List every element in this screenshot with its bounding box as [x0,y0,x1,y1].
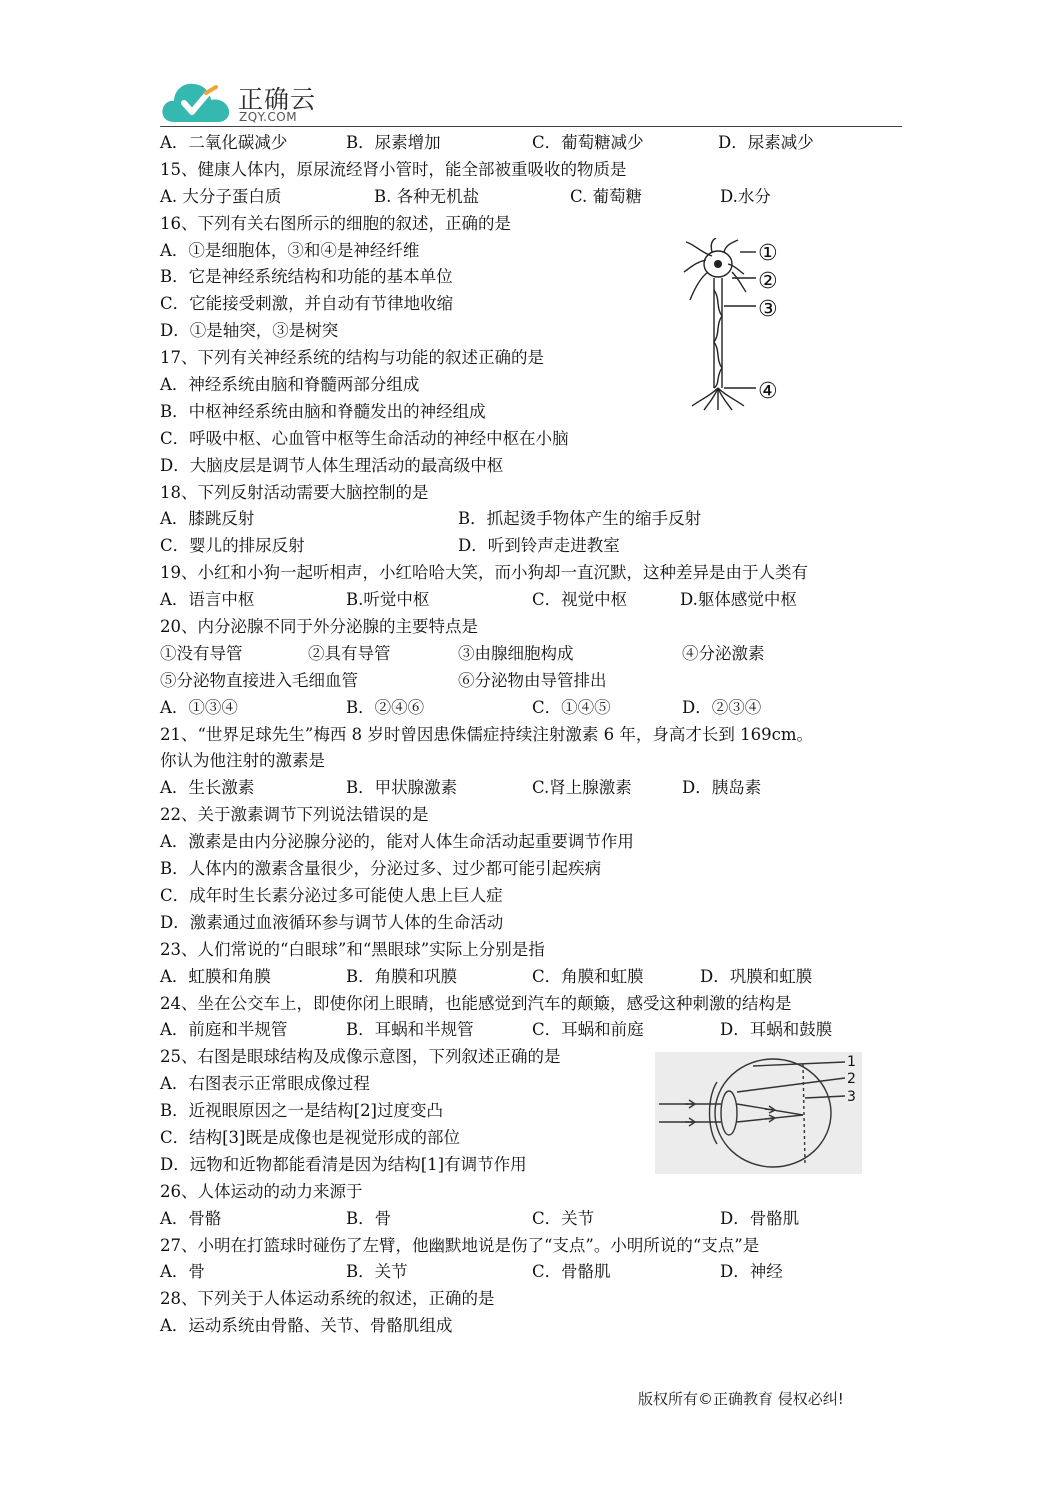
text-line-q21-2 [160,748,902,775]
option-q21-opts-3: D．胰岛素 [682,778,762,798]
option-q14-opts-2: C．葡萄糖减少 [532,133,644,152]
text-line-q22-d [160,910,902,937]
option-q24-opts-0: A．前庭和半规管 [160,1020,288,1040]
text-line-q21-opts [160,775,902,802]
option-q20-opts-3: D．②③④ [682,697,762,717]
text-q16: 16、下列有关右图所示的细胞的叙述，正确的是 [160,213,511,233]
option-q14-opts-3: D．尿素减少 [718,133,814,152]
text-q25-a: A．右图表示正常眼成像过程 [160,1074,370,1094]
text-line-q21 [160,722,902,749]
header-divider [160,126,902,127]
text-line-q14-opts [160,130,902,157]
text-line-q22 [160,802,902,829]
text-line-q28-a [160,1313,902,1340]
text-line-q15 [160,157,902,184]
text-q22-c: C．成年时生长素分泌过多可能使人患上巨人症 [160,885,503,905]
text-q28: 28、下列关于人体运动系统的叙述，正确的是 [160,1289,495,1309]
text-q20: 20、内分泌腺不同于外分泌腺的主要特点是 [160,617,478,637]
option-q21-opts-2: C.肾上腺激素 [532,778,632,798]
neuron-label-1: ① [758,241,778,266]
eye-label-2: 2 [847,1071,856,1087]
option-q23-opts-0: A．虹膜和角膜 [160,966,271,986]
option-q27-opts-1: B．关节 [346,1262,408,1282]
text-line-q22-a [160,829,902,856]
text-line-q22-b [160,856,902,883]
option-q18-cd-0: C．婴儿的排尿反射 [160,536,305,556]
option-q20-i2-1: ⑥分泌物由导管排出 [458,670,607,690]
option-q19-opts-0: A．语言中枢 [160,590,255,610]
text-q17-d: D．大脑皮层是调节人体生理活动的最高级中枢 [160,455,504,475]
option-q15-opts-1: B. 各种无机盐 [374,186,480,206]
option-q23-opts-2: C．角膜和虹膜 [532,966,644,986]
option-q15-opts-0: A. 大分子蛋白质 [160,186,282,206]
text-line-q18 [160,480,902,507]
option-q21-opts-1: B．甲状腺激素 [346,778,458,798]
text-q27: 27、小明在打篮球时碰伤了左臂，他幽默地说是伤了“支点”。小明所说的“支点”是 [160,1235,760,1255]
text-q25-d: D．远物和近物都能看清是因为结构[1]有调节作用 [160,1154,527,1174]
option-q27-opts-2: C．骨骼肌 [532,1262,611,1282]
neuron-label-4: ④ [758,379,778,404]
brand-header [160,76,902,128]
option-q24-opts-1: B．耳蜗和半规管 [346,1020,474,1040]
eye-label-3: 3 [847,1089,856,1105]
option-q26-opts-3: D．骨骼肌 [720,1208,800,1228]
text-line-q16 [160,211,902,238]
text-q24: 24、坐在公交车上，即使你闭上眼睛，也能感觉到汽车的颠簸，感受这种刺激的结构是 [160,993,792,1013]
option-q23-opts-1: B．角膜和巩膜 [346,966,458,986]
option-q15-opts-2: C. 葡萄糖 [570,186,643,206]
option-q20-i1-1: ②具有导管 [308,643,391,663]
text-line-q28 [160,1286,902,1313]
text-q16-d: D．①是轴突，③是树突 [160,321,339,341]
text-q22: 22、关于激素调节下列说法错误的是 [160,805,429,825]
text-line-q20-opts [160,695,902,722]
option-q27-opts-0: A．骨 [160,1262,205,1282]
text-line-q23-opts [160,964,902,991]
neuron-figure [680,238,815,413]
option-q20-i1-0: ①没有导管 [160,643,243,663]
option-q26-opts-1: B．骨 [346,1208,392,1228]
text-line-q19 [160,560,902,587]
option-q15-opts-3: D.水分 [720,186,771,206]
text-q26: 26、人体运动的动力来源于 [160,1181,363,1201]
text-q17-a: A．神经系统由脑和脊髓两部分组成 [160,375,420,395]
text-line-q26 [160,1179,902,1206]
text-q21-2: 你认为他注射的激素是 [160,751,325,771]
text-q21: 21、“世界足球先生”梅西 8 岁时曾因患侏儒症持续注射激素 6 年，身高才长到 169cm。 [160,724,813,744]
eye-figure [655,1052,862,1174]
option-q19-opts-1: B.听觉中枢 [346,590,430,610]
text-q22-d: D．激素通过血液循环参与调节人体的生命活动 [160,912,504,932]
eye-label-1: 1 [847,1054,856,1070]
option-q14-opts-0: A．二氧化碳减少 [160,133,288,152]
neuron-label-2: ② [758,269,778,294]
text-line-q24 [160,991,902,1018]
text-q22-a: A．激素是由内分泌腺分泌的，能对人体生命活动起重要调节作用 [160,832,634,852]
text-q17-b: B．中枢神经系统由脑和脊髓发出的神经组成 [160,401,486,421]
option-q21-opts-0: A．生长激素 [160,778,255,798]
text-line-q18-ab [160,506,902,533]
text-line-q15-opts [160,184,902,211]
option-q27-opts-3: D．神经 [720,1262,783,1282]
text-q16-c: C．它能接受刺激，并自动有节律地收缩 [160,294,454,314]
neuron-label-3: ③ [758,297,778,322]
text-line-q27 [160,1233,902,1260]
text-q17: 17、下列有关神经系统的结构与功能的叙述正确的是 [160,348,544,368]
option-q20-opts-0: A．①③④ [160,697,238,717]
brand-name: 正确云 [238,85,317,114]
option-q18-ab-1: B．抓起烫手物体产生的缩手反射 [458,509,702,529]
text-line-q24-opts [160,1017,902,1044]
option-q18-cd-1: D．听到铃声走进教室 [458,536,620,556]
text-line-q17-c [160,426,902,453]
option-q18-ab-0: A．膝跳反射 [160,509,255,529]
text-q18: 18、下列反射活动需要大脑控制的是 [160,482,429,502]
text-line-q20-i1 [160,641,902,668]
text-q16-a: A．①是细胞体，③和④是神经纤维 [160,240,420,260]
option-q20-opts-2: C．①④⑤ [532,697,611,717]
text-q23: 23、人们常说的“白眼球”和“黑眼球”实际上分别是指 [160,939,545,959]
option-q20-i1-3: ④分泌激素 [682,643,765,663]
option-q26-opts-0: A．骨骼 [160,1208,222,1228]
brand-domain: ZQY.COM [239,110,298,124]
text-line-q20 [160,614,902,641]
text-line-q26-opts [160,1206,902,1233]
text-line-q17-d [160,453,902,480]
text-q28-a: A．运动系统由骨骼、关节、骨骼肌组成 [160,1316,453,1336]
option-q19-opts-3: D.躯体感觉中枢 [680,590,797,610]
option-q19-opts-2: C．视觉中枢 [532,590,628,610]
text-q22-b: B．人体内的激素含量很少，分泌过多、过少都可能引起疾病 [160,859,602,879]
text-line-q19-opts [160,587,902,614]
text-q25: 25、右图是眼球结构及成像示意图，下列叙述正确的是 [160,1047,561,1067]
option-q20-i2-0: ⑤分泌物直接进入毛细血管 [160,670,358,690]
text-line-q22-c [160,883,902,910]
text-line-q18-cd [160,533,902,560]
option-q24-opts-3: D．耳蜗和鼓膜 [720,1020,833,1040]
text-line-q27-opts [160,1259,902,1286]
option-q20-opts-1: B．②④⑥ [346,697,425,717]
text-q25-b: B．近视眼原因之一是结构[2]过度变凸 [160,1101,443,1121]
text-q16-b: B．它是神经系统结构和功能的基本单位 [160,267,453,287]
option-q24-opts-2: C．耳蜗和前庭 [532,1020,644,1040]
copyright-footer: 版权所有©正确教育 侵权必纠! [638,1390,844,1408]
text-q19: 19、小红和小狗一起听相声，小红哈哈大笑，而小狗却一直沉默，这种差异是由于人类有 [160,563,808,583]
text-line-q20-i2 [160,668,902,695]
text-line-q23 [160,937,902,964]
text-q15: 15、健康人体内，原尿流经肾小管时，能全部被重吸收的物质是 [160,159,627,179]
text-q17-c: C．呼吸中枢、心血管中枢等生命活动的神经中枢在小脑 [160,428,569,448]
text-q25-c: C．结构[3]既是成像也是视觉形成的部位 [160,1127,460,1147]
option-q23-opts-3: D．巩膜和虹膜 [700,966,813,986]
option-q20-i1-2: ③由腺细胞构成 [458,643,574,663]
option-q14-opts-1: B．尿素增加 [346,133,441,152]
cloud-check-logo-icon [160,76,232,126]
option-q26-opts-2: C．关节 [532,1208,595,1228]
